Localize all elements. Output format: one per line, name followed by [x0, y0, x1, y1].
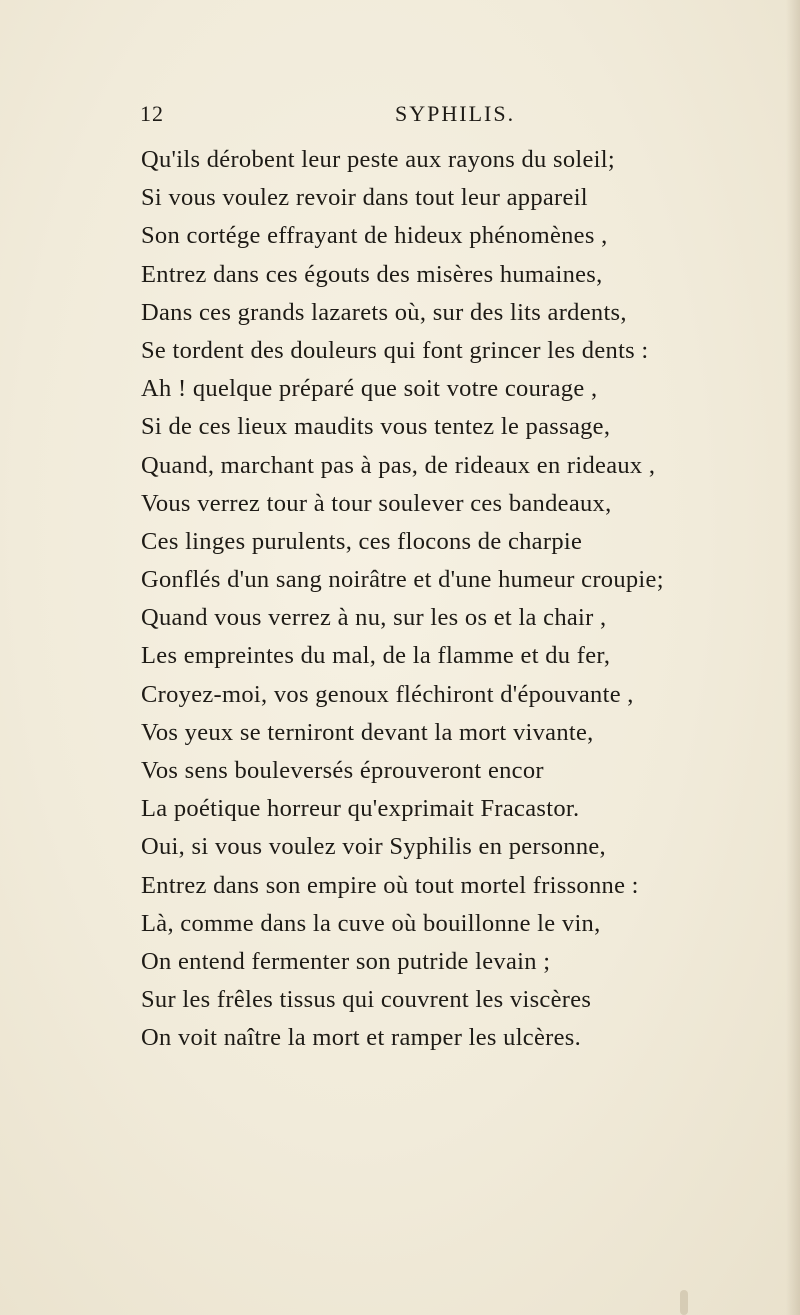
verse-line: La poétique horreur qu'exprimait Fracastor. — [141, 795, 580, 823]
poem-text — [141, 141, 664, 1058]
verse-line: Entrez dans son empire où tout mortel frissonne : — [141, 871, 639, 899]
verse-line: On entend fermenter son putride levain ; — [141, 947, 551, 975]
paper-stain — [680, 1290, 688, 1315]
running-title: SYPHILIS. — [395, 101, 516, 126]
verse-line: Se tordent des douleurs qui font grincer les dents : — [141, 336, 649, 364]
verse-line: Si vous voulez revoir dans tout leur appareil — [141, 184, 588, 212]
verse-line: Vous verrez tour à tour soulever ces bandeaux, — [141, 489, 612, 517]
verse-line: Qu'ils dérobent leur peste aux rayons du soleil; — [141, 146, 616, 173]
verse-line: Quand, marchant pas à pas, de rideaux en rideaux , — [141, 451, 656, 479]
verse-line: Vos sens bouleversés éprouveront encor — [141, 757, 544, 784]
verse-line: Sur les frêles tissus qui couvrent les viscères — [141, 986, 592, 1014]
verse-line: Quand vous verrez à nu, sur les os et la chair , — [141, 604, 607, 632]
page-edge-shadow — [786, 0, 800, 1315]
verse-line: Entrez dans ces égouts des misères humaines, — [141, 260, 603, 288]
verse-line: Les empreintes du mal, de la flamme et du fer, — [141, 642, 611, 670]
verse-line: Son cortége effrayant de hideux phénomènes , — [141, 222, 608, 250]
verse-line: Croyez-moi, vos genoux fléchiront d'épouvante , — [141, 680, 634, 708]
verse-line: Ah ! quelque préparé que soit votre courage , — [141, 375, 598, 403]
verse-line: Gonflés d'un sang noirâtre et d'une humeur croupie; — [141, 566, 664, 594]
verse-line: Là, comme dans la cuve où bouillonne le vin, — [141, 909, 601, 937]
verse-line: Oui, si vous voulez voir Syphilis en personne, — [141, 833, 606, 861]
verse-line: Ces linges purulents, ces flocons de charpie — [141, 527, 583, 555]
page-number: 12 — [140, 101, 164, 126]
verse-line: Si de ces lieux maudits vous tentez le passage, — [141, 413, 611, 441]
verse-line: Dans ces grands lazarets où, sur des lits ardents, — [141, 298, 627, 326]
verse-line: Vos yeux se terniront devant la mort vivante, — [141, 718, 594, 746]
verse-line: On voit naître la mort et ramper les ulcères. — [141, 1024, 582, 1052]
